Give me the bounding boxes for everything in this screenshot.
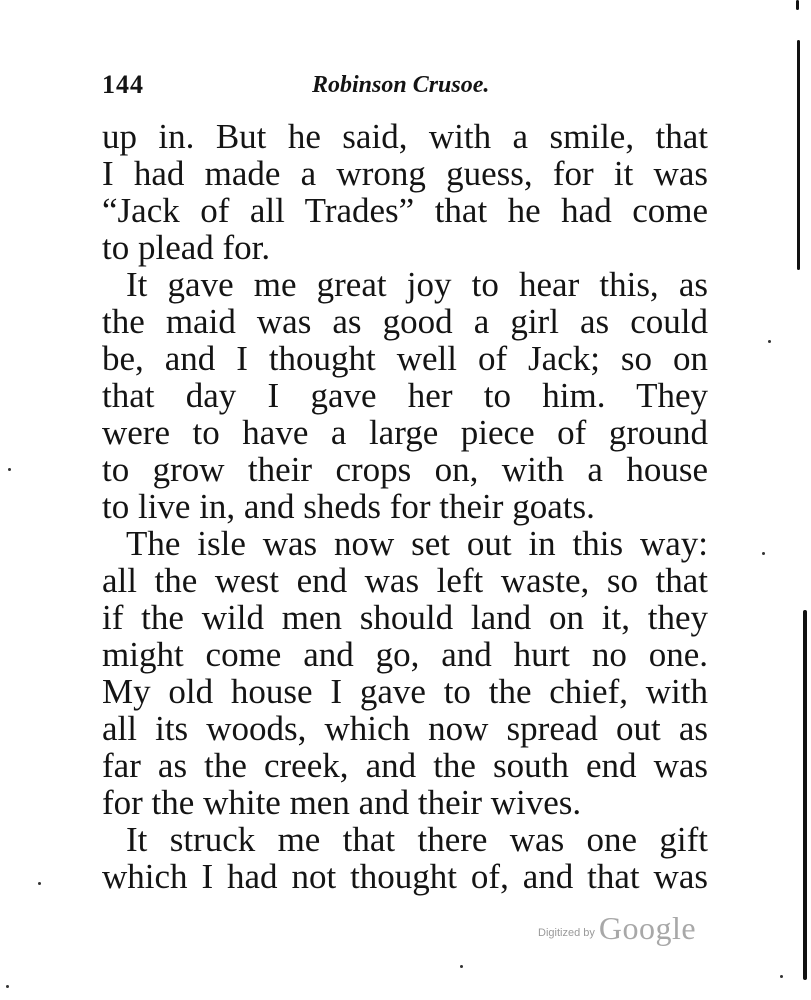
text-line: “Jack of all Trades” that he had come bbox=[102, 191, 708, 230]
scan-edge-mark bbox=[803, 610, 807, 980]
scan-edge-mark bbox=[804, 690, 806, 708]
scan-edge-mark bbox=[797, 40, 800, 270]
scan-speck bbox=[780, 975, 783, 978]
running-title: Robinson Crusoe. bbox=[312, 72, 490, 98]
text-line: to live in, and sheds for their goats. bbox=[102, 487, 595, 526]
text-line: might come and go, and hurt no one. bbox=[102, 635, 708, 674]
text-line: were to have a large piece of ground bbox=[102, 413, 708, 452]
text-line: It struck me that there was one gift bbox=[126, 820, 708, 859]
digitized-watermark bbox=[538, 910, 696, 944]
text-line: all the west end was left waste, so that bbox=[102, 561, 708, 600]
text-line: My old house I gave to the chief, with bbox=[102, 672, 708, 711]
text-line: if the wild men should land on it, they bbox=[102, 598, 708, 637]
text-line: the maid was as good a girl as could bbox=[102, 302, 708, 341]
text-line: for the white men and their wives. bbox=[102, 783, 582, 822]
text-line: that day I gave her to him. They bbox=[102, 376, 708, 415]
scan-edge-mark bbox=[796, 0, 799, 10]
text-line: I had made a wrong guess, for it was bbox=[102, 154, 708, 193]
text-line: The isle was now set out in this way: bbox=[126, 524, 708, 563]
text-line: be, and I thought well of Jack; so on bbox=[102, 339, 708, 378]
text-line: It gave me great joy to hear this, as bbox=[126, 265, 708, 304]
scan-speck bbox=[768, 340, 771, 343]
page-number: 144 bbox=[102, 70, 144, 99]
text-line: to grow their crops on, with a house bbox=[102, 450, 708, 489]
text-line: which I had not thought of, and that was bbox=[102, 857, 708, 896]
google-logo: Google bbox=[598, 910, 697, 946]
text-line: to plead for. bbox=[102, 228, 271, 267]
body-text bbox=[102, 118, 708, 895]
text-line: up in. But he said, with a smile, that bbox=[102, 117, 708, 156]
text-line: all its woods, which now spread out as bbox=[102, 709, 708, 748]
running-head bbox=[102, 70, 702, 104]
scan-speck bbox=[762, 552, 765, 555]
scan-speck bbox=[8, 468, 11, 471]
watermark-prefix: Digitized by bbox=[538, 927, 595, 939]
scan-speck bbox=[460, 965, 463, 968]
scan-speck bbox=[38, 882, 41, 885]
text-line: far as the creek, and the south end was bbox=[102, 746, 708, 785]
scan-speck bbox=[6, 985, 9, 988]
